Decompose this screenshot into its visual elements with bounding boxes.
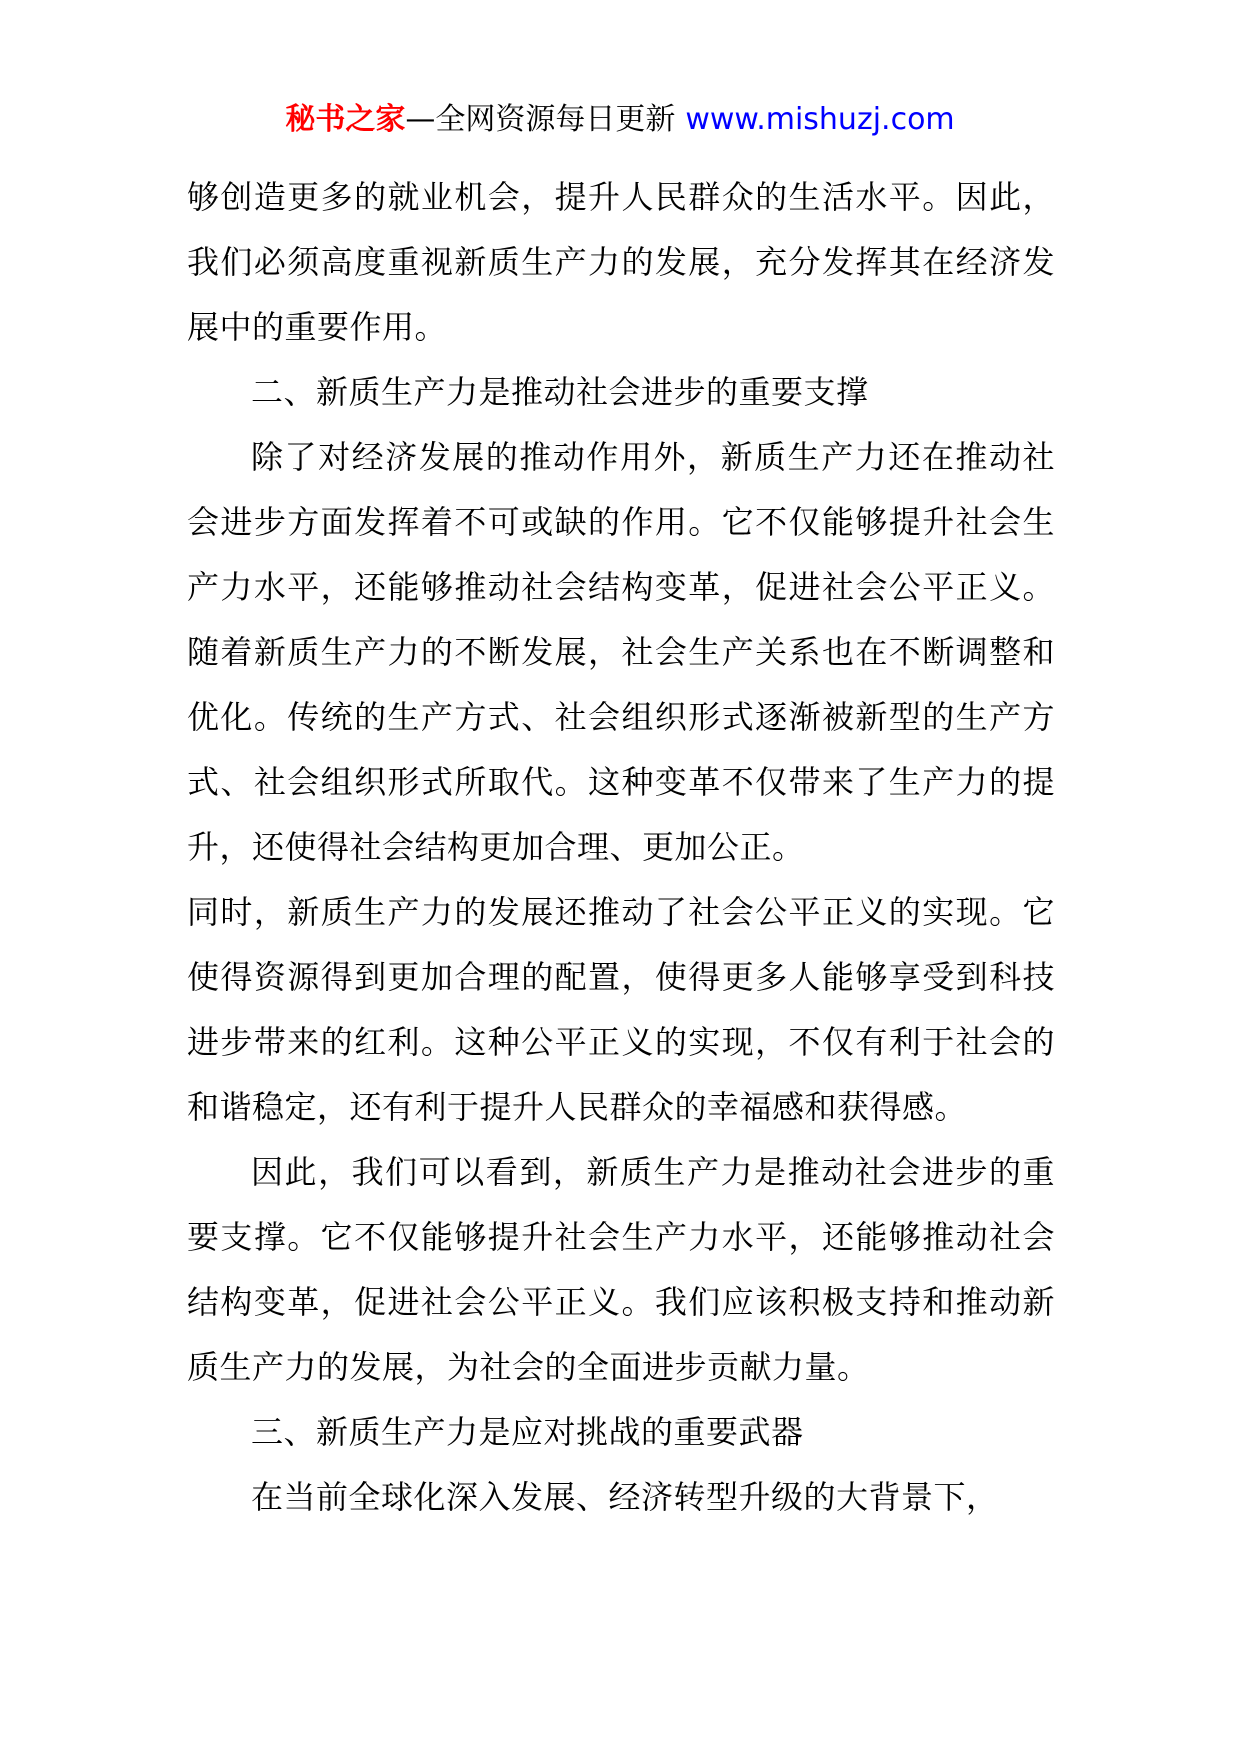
watermark-header [0, 98, 1240, 142]
brand-name: 秘书之家 [285, 102, 406, 137]
paragraph: 除了对经济发展的推动作用外，新质生产力还在推动社会进步方面发挥着不可或缺的作用。它不仅能够提升社会生产力水平，还能够推动社会结构变革，促进社会公平正义。随着新质生产力的不断发展，社会生产关系也在不断调整和优化。传统的生产方式、社会组织形式逐渐被新型的生产方式、社会组织形式所取代。这种变革不仅带来了生产力的提升，还使得社会结构更加合理、更加公正。 [187, 438, 1055, 866]
section-heading-2: 二、新质生产力是推动社会进步的重要支撑 [251, 373, 869, 411]
paragraph-continuation: 够创造更多的就业机会，提升人民群众的生活水平。因此，我们必须高度重视新质生产力的发展，充分发挥其在经济发展中的重要作用。 [187, 178, 1055, 346]
paragraph: 在当前全球化深入发展、经济转型升级的大背景下， [251, 1478, 999, 1516]
site-url-link[interactable]: www.mishuzj.com [685, 102, 955, 137]
paragraph: 同时，新质生产力的发展还推动了社会公平正义的实现。它使得资源得到更加合理的配置，使得更多人能够享受到科技进步带来的红利。这种公平正义的实现，不仅有利于社会的和谐稳定，还有利于提升人民群众的幸福感和获得感。 [187, 893, 1055, 1126]
header-tagline: —全网资源每日更新 [405, 102, 676, 137]
document-body [187, 165, 1055, 1530]
paragraph: 因此，我们可以看到，新质生产力是推动社会进步的重要支撑。它不仅能够提升社会生产力水平，还能够推动社会结构变革，促进社会公平正义。我们应该积极支持和推动新质生产力的发展，为社会的全面进步贡献力量。 [187, 1153, 1055, 1386]
section-heading-3: 三、新质生产力是应对挑战的重要武器 [251, 1413, 804, 1451]
